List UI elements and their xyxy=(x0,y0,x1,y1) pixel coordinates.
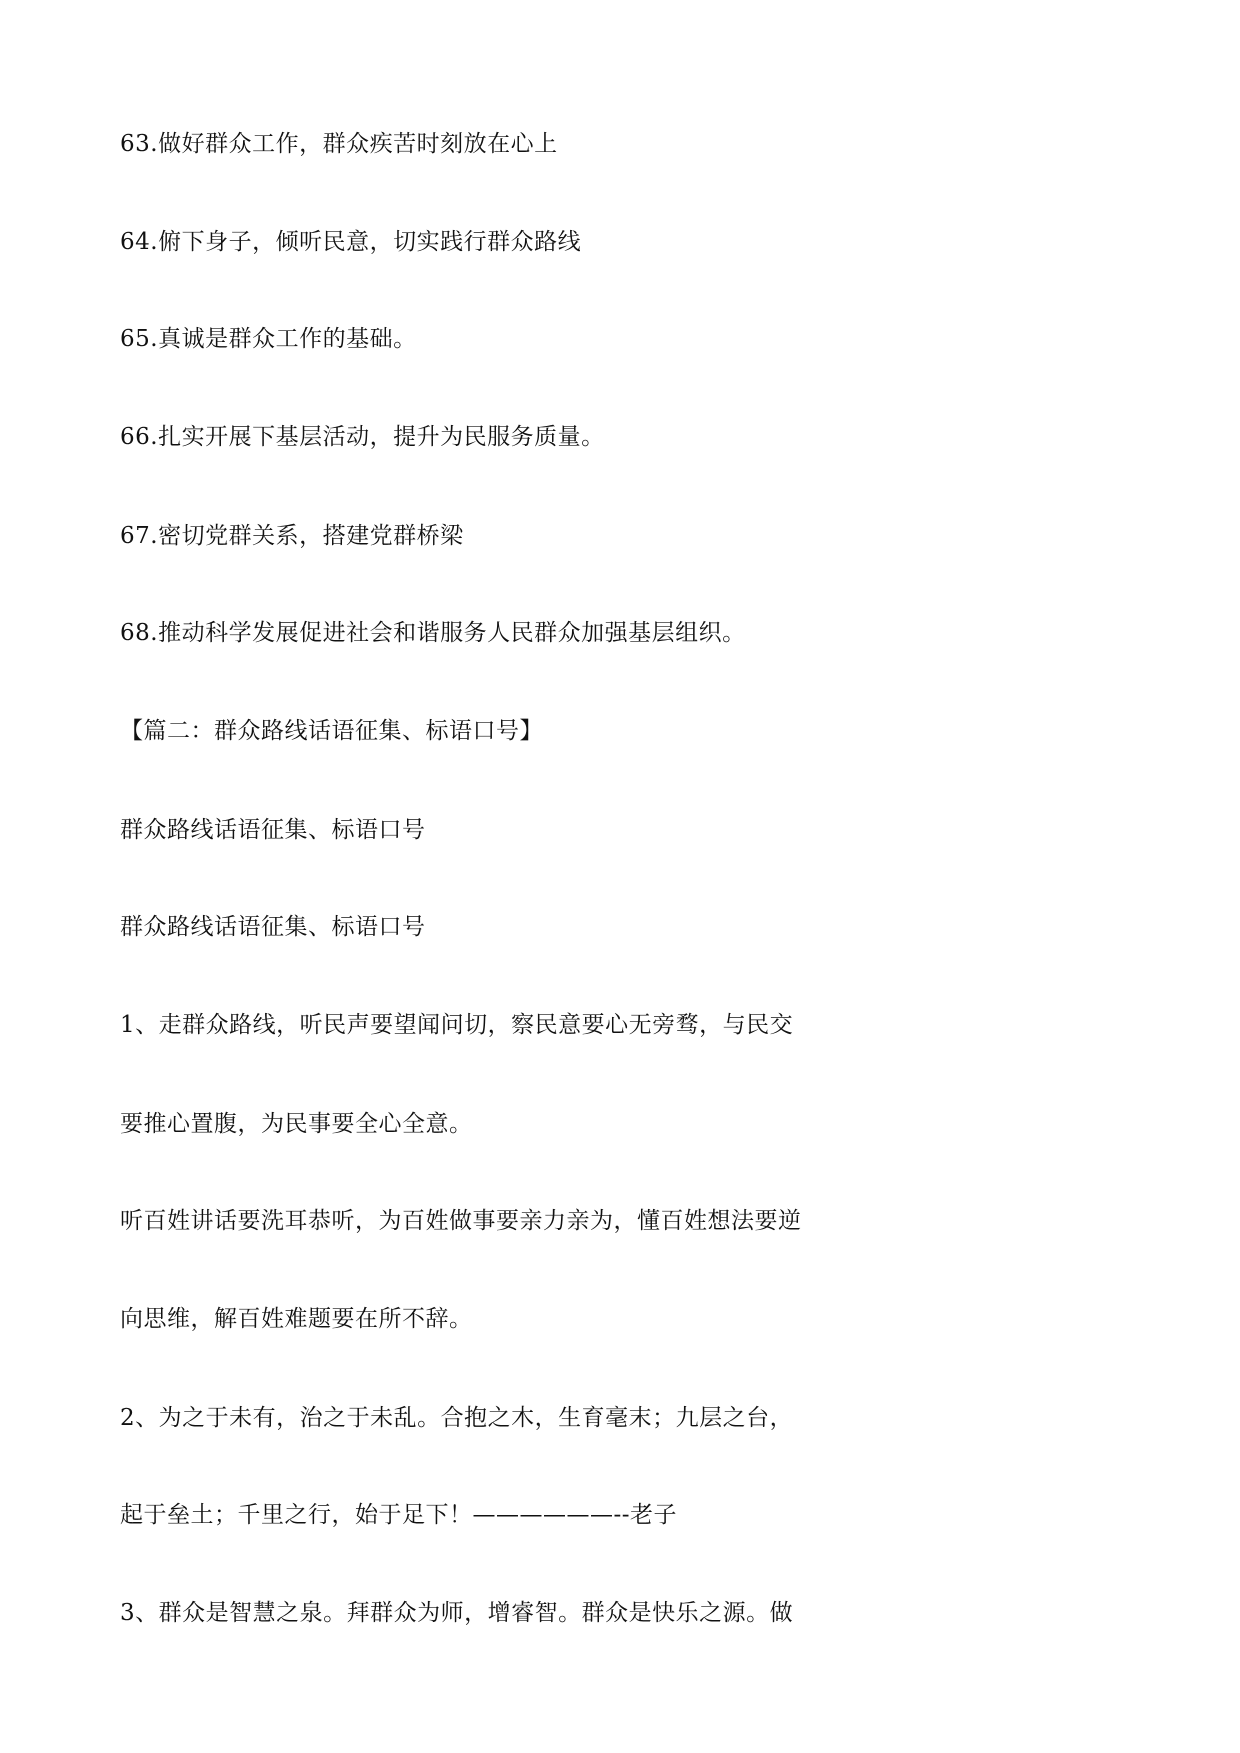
slogan-67: 67.密切党群关系，搭建党群桥梁 xyxy=(120,523,464,549)
paragraph-1-line-1: 1、走群众路线，听民声要望闻问切，察民意要心无旁骛，与民交 xyxy=(120,1012,794,1038)
slogan-64: 64.俯下身子，倾听民意，切实践行群众路线 xyxy=(120,229,582,255)
paragraph-2-line-1: 2、为之于未有，治之于未乱。合抱之木，生育毫末；九层之台， xyxy=(120,1405,794,1431)
paragraph-3-line-1: 3、群众是智慧之泉。拜群众为师，增睿智。群众是快乐之源。做 xyxy=(120,1600,794,1626)
section-subtitle: 群众路线话语征集、标语口号 xyxy=(120,914,426,940)
paragraph-1-line-2: 要推心置腹，为民事要全心全意。 xyxy=(120,1111,473,1137)
paragraph-1-line-3: 听百姓讲话要洗耳恭听，为百姓做事要亲力亲为，懂百姓想法要逆 xyxy=(120,1208,802,1234)
slogan-63: 63.做好群众工作，群众疾苦时刻放在心上 xyxy=(120,131,558,157)
section-title: 群众路线话语征集、标语口号 xyxy=(120,817,426,843)
slogan-68: 68.推动科学发展促进社会和谐服务人民群众加强基层组织。 xyxy=(120,620,746,646)
section-heading: 【篇二：群众路线话语征集、标语口号】 xyxy=(120,718,543,744)
slogan-66: 66.扎实开展下基层活动，提升为民服务质量。 xyxy=(120,424,605,450)
slogan-65: 65.真诚是群众工作的基础。 xyxy=(120,326,417,352)
paragraph-1-line-4: 向思维，解百姓难题要在所不辞。 xyxy=(120,1306,473,1332)
paragraph-2-line-2: 起于垒土；千里之行，始于足下！——————--老子 xyxy=(120,1502,678,1528)
